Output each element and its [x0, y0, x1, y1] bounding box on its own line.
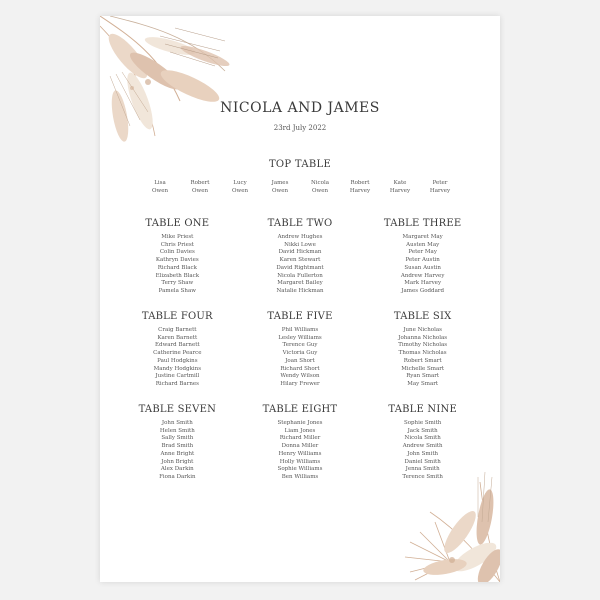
top-table-guest [380, 179, 420, 195]
guest-name: Andrew Smith [402, 443, 443, 450]
guest-name: Helen Smith [159, 427, 195, 434]
table-block [116, 218, 239, 311]
table-heading: TABLE ONE [145, 218, 210, 229]
guest-first-name: Lisa [154, 180, 166, 186]
table-block [361, 404, 484, 497]
guest-name: Terence Guy [282, 342, 318, 349]
guest-name: James Goddard [401, 287, 444, 294]
guest-name: Stephanie Jones [277, 420, 323, 426]
table-block [239, 218, 362, 311]
guest-name: Holly Williams [279, 458, 321, 465]
guest-name: Robert Smart [403, 357, 442, 364]
top-table-guest [220, 179, 260, 195]
guest-name: Timothy Nicholas [398, 342, 448, 349]
guest-name: David Rightmant [276, 264, 324, 271]
guest-name: Elizabeth Black [155, 272, 200, 279]
seating-plan-sheet [100, 16, 500, 582]
guest-name: Brad Smith [161, 443, 194, 450]
guest-first-name: Nicola [310, 180, 329, 186]
guest-name: Hilary Frewer [280, 380, 320, 387]
guest-name: Ben Williams [281, 473, 319, 480]
guest-name: Victoria Guy [282, 350, 318, 357]
guest-name: Sophie Williams [277, 466, 323, 473]
table-heading: TABLE FOUR [141, 311, 213, 322]
guest-name: Thomas Nicholas [398, 350, 447, 357]
guest-name: Margaret Bailey [277, 280, 323, 287]
table-block [116, 404, 239, 497]
guest-name: Ryan Smart [406, 373, 440, 380]
guest-name: Wendy Wilson [280, 373, 320, 380]
guest-name: Craig Barnett [158, 327, 197, 333]
guest-name: Richard Short [280, 365, 320, 372]
guest-name: Lesley Williams [278, 334, 322, 341]
guest-name: Terence Smith [402, 473, 443, 480]
guest-name: Fiona Darkin [159, 473, 196, 480]
guest-name: Johanna Nicholas [398, 334, 448, 341]
guest-name: Edward Barnett [155, 342, 200, 349]
guest-name: Karen Stewart [279, 257, 321, 264]
table-block [116, 311, 239, 404]
table-heading: TABLE EIGHT [262, 404, 338, 415]
guest-name: Nicola Fullerton [277, 272, 323, 279]
table-block [239, 404, 362, 497]
guest-name: Joan Short [285, 357, 315, 364]
guest-name: Nicola Smith [404, 435, 441, 442]
top-table-guest [260, 179, 300, 195]
guest-first-name: Kate [393, 180, 407, 186]
guest-name: Susan Austin [404, 264, 441, 271]
table-block [361, 218, 484, 311]
pampas-grass-top-left-illustration [100, 16, 240, 166]
guest-name: Mark Harvey [404, 280, 442, 287]
table-block [361, 311, 484, 404]
guest-name: Jack Smith [407, 427, 438, 434]
table-heading: TABLE TWO [267, 218, 333, 229]
guest-name: Daniel Smith [404, 458, 441, 465]
guest-name: Pamela Shaw [158, 287, 196, 294]
guest-name: Henry Williams [278, 450, 322, 457]
guest-first-name: Peter [432, 180, 448, 186]
guest-name: Donna Miller [281, 443, 319, 450]
guest-name: Catherine Pearce [153, 350, 202, 357]
guest-name: John Smith [161, 420, 193, 426]
guest-name: Richard Black [157, 264, 197, 271]
guest-name: Austen May [406, 241, 440, 248]
guest-last-name: Harvey [429, 188, 451, 194]
guest-name: Terry Shaw [161, 280, 194, 287]
table-heading: TABLE SIX [393, 311, 452, 322]
guest-name: Richard Barnes [155, 380, 199, 387]
top-table-heading: TOP TABLE [268, 159, 332, 170]
guest-name: Justine Cartmill [155, 373, 200, 380]
guest-name: John Bright [161, 458, 194, 465]
guest-name: Phil Williams [281, 327, 319, 333]
guest-name: Jenna Smith [405, 466, 440, 473]
guest-name: Natalie Hickman [276, 287, 324, 294]
table-block [239, 311, 362, 404]
guest-name: Andrew Hughes [277, 234, 323, 240]
guest-name: Anne Bright [160, 450, 195, 457]
top-table-guest [180, 179, 220, 195]
guest-last-name: Harvey [349, 188, 371, 194]
table-heading: TABLE FIVE [267, 311, 333, 322]
guest-name: Alex Darkin [160, 466, 194, 473]
guest-first-name: James [271, 180, 289, 186]
top-table-guest [420, 179, 460, 195]
guest-last-name: Owen [151, 188, 168, 194]
guest-name: Kathryn Davies [155, 257, 199, 264]
guest-name: Margaret May [402, 234, 443, 240]
guest-name: Karen Barnett [157, 334, 198, 341]
guest-name: Andrew Harvey [400, 272, 445, 279]
wedding-date: 23rd July 2022 [273, 124, 327, 132]
guest-name: Richard Miller [279, 435, 321, 442]
top-table-guest [340, 179, 380, 195]
table-heading: TABLE THREE [383, 218, 462, 229]
guest-name: Mandy Hodgkins [153, 365, 202, 372]
guest-name: Sally Smith [161, 435, 194, 442]
guest-name: Colin Davies [159, 249, 195, 256]
guest-name: Mike Priest [161, 234, 194, 240]
guest-name: Liam Jones [284, 427, 316, 434]
guest-name: June Nicholas [403, 327, 442, 333]
table-grid [116, 218, 484, 497]
guest-name: Paul Hodgkins [157, 357, 198, 364]
guest-name: John Smith [407, 450, 439, 457]
guest-name: Michelle Smart [401, 365, 445, 372]
top-table-guest [300, 179, 340, 195]
top-table-guest-list [140, 179, 460, 195]
guest-name: May Smart [407, 380, 439, 387]
guest-name: Sophie Smith [403, 420, 442, 426]
guest-name: Nikki Lowe [284, 241, 316, 248]
guest-last-name: Harvey [389, 188, 411, 194]
guest-first-name: Robert [350, 180, 370, 186]
guest-last-name: Owen [311, 188, 328, 194]
guest-last-name: Owen [231, 188, 248, 194]
guest-name: Peter May [408, 249, 437, 256]
guest-first-name: Lucy [233, 180, 247, 186]
guest-last-name: Owen [271, 188, 288, 194]
couple-names-title: NICOLA AND JAMES [220, 100, 380, 116]
guest-first-name: Robert [190, 180, 210, 186]
table-heading: TABLE NINE [388, 404, 457, 415]
table-heading: TABLE SEVEN [138, 404, 217, 415]
guest-name: Peter Austin [405, 257, 440, 264]
guest-name: Chris Priest [160, 241, 194, 248]
guest-name: David Hickman [278, 249, 322, 256]
top-table-guest [140, 179, 180, 195]
guest-last-name: Owen [191, 188, 208, 194]
